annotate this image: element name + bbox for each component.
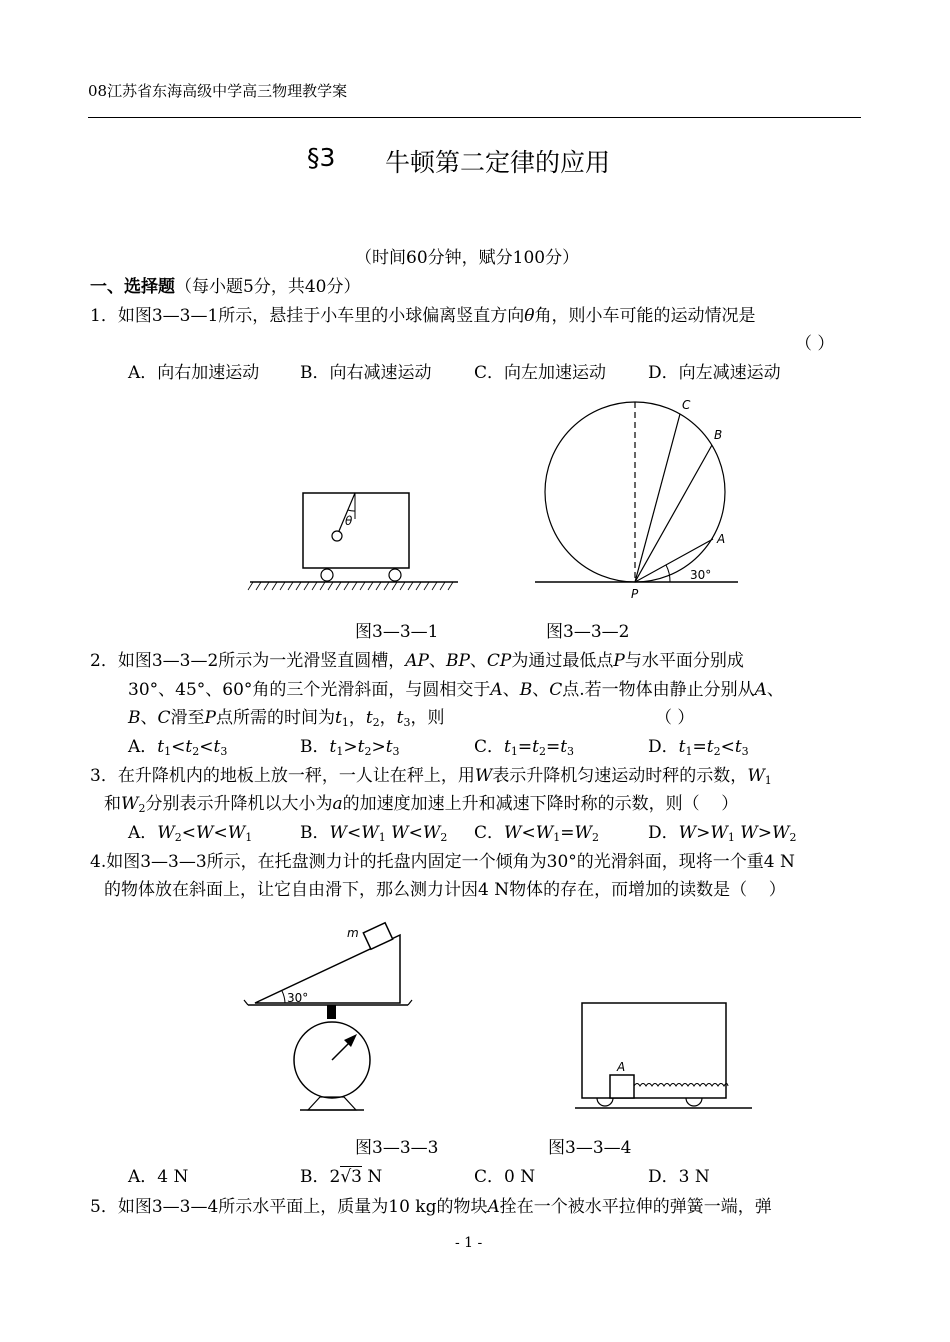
time-note: （时间60分钟，赋分100分）	[355, 248, 580, 268]
q3-option-b: B．$W<W_1$ $W<W_2$	[300, 823, 448, 844]
fig2-caption: 图3—3—2	[546, 622, 630, 642]
q4-option-d: D．3 N	[648, 1167, 710, 1187]
header-rule	[88, 117, 861, 118]
q3-option-c: C．$W<W_1=W_2$	[474, 823, 599, 844]
page-title: 牛顿第二定律的应用	[385, 148, 611, 177]
q1-option-c: C．向左加速运动	[474, 363, 607, 383]
fig1-caption: 图3—3—1	[355, 622, 439, 642]
q5-line1: 5．如图3—3—4所示水平面上，质量为10 kg的物块A拴在一个被水平拉伸的弹簧一端，弹	[90, 1197, 772, 1217]
q2-line2: 30°、45°、60°角的三个光滑斜面，与圆相交于A、B、C点.若一物体由静止分别从A、	[128, 680, 784, 700]
q2-option-b: B．$t_1>t_2>t_3$	[300, 737, 400, 758]
section-number: §3	[307, 143, 336, 172]
fig2-label-c: C	[682, 398, 691, 412]
fig1-theta-label: θ	[345, 514, 353, 528]
figure-3-3-1	[245, 485, 460, 595]
q4-line1: 4.如图3—3—3所示，在托盘测力计的托盘内固定一个倾角为30°的光滑斜面，现将一个重4 N	[90, 852, 795, 872]
q2-option-a: A．$t_1<t_2<t_3$	[128, 737, 228, 758]
fig2-angle: 30°	[690, 568, 712, 582]
q4-option-b: B．2√3 N	[300, 1167, 383, 1187]
fig3-mass-label: m	[347, 926, 359, 940]
q2-line1: 2．如图3—3—2所示为一光滑竖直圆槽，AP、BP、CP为通过最低点P与水平面分别成	[90, 651, 744, 671]
q2-option-d: D．$t_1=t_2<t_3$	[648, 737, 749, 758]
figure-3-3-2	[530, 395, 750, 615]
q2-option-c: C．$t_1=t_2=t_3$	[474, 737, 575, 758]
page-number: - 1 -	[455, 1235, 483, 1251]
q3-option-a: A．$W_2<W<W_1$	[128, 823, 253, 844]
q3-line2: 和$W_2$分别表示升降机以大小为a的加速度加速上升和减速下降时称的示数，则（ ）	[104, 794, 739, 815]
q1-option-a: A．向右加速运动	[128, 363, 260, 383]
q2-line3: B、C滑至P点所需的时间为$t_1$，$t_2$，$t_3$，则	[128, 708, 445, 729]
q4-option-c: C．0 N	[474, 1167, 536, 1187]
part-heading: 一、选择题（每小题5分，共40分）	[90, 277, 361, 297]
q4-option-a: A．4 N	[128, 1167, 189, 1187]
header-school: 08江苏省东海高级中学高三物理教学案	[88, 82, 348, 100]
q1-answer-paren: （ ）	[795, 334, 835, 354]
q3-option-d: D．$W>W_1$ $W>W_2$	[648, 823, 797, 844]
fig2-label-p: P	[631, 587, 639, 601]
q3-line1: 3．在升降机内的地板上放一秤，一人让在秤上，用W表示升降机匀速运动时秤的示数，$W_1$	[90, 766, 772, 787]
figure-3-3-3	[240, 915, 420, 1120]
fig4-caption: 图3—3—4	[548, 1138, 632, 1158]
q2-answer-paren: （ ）	[655, 708, 695, 728]
fig4-block-label: A	[617, 1060, 626, 1074]
fig3-caption: 图3—3—3	[355, 1138, 439, 1158]
figure-3-3-4	[572, 998, 757, 1113]
fig2-label-b: B	[714, 428, 723, 442]
fig3-angle: 30°	[287, 991, 309, 1005]
q1-text: 1．如图3—3—1所示，悬挂于小车里的小球偏离竖直方向θ角，则小车可能的运动情况是	[90, 306, 756, 326]
q4-line2: 的物体放在斜面上，让它自由滑下，那么测力计因4 N物体的存在，而增加的读数是（ ）	[104, 880, 786, 900]
fig2-label-a: A	[717, 532, 726, 546]
q1-option-b: B．向右减速运动	[300, 363, 432, 383]
q1-option-d: D．向左减速运动	[648, 363, 781, 383]
